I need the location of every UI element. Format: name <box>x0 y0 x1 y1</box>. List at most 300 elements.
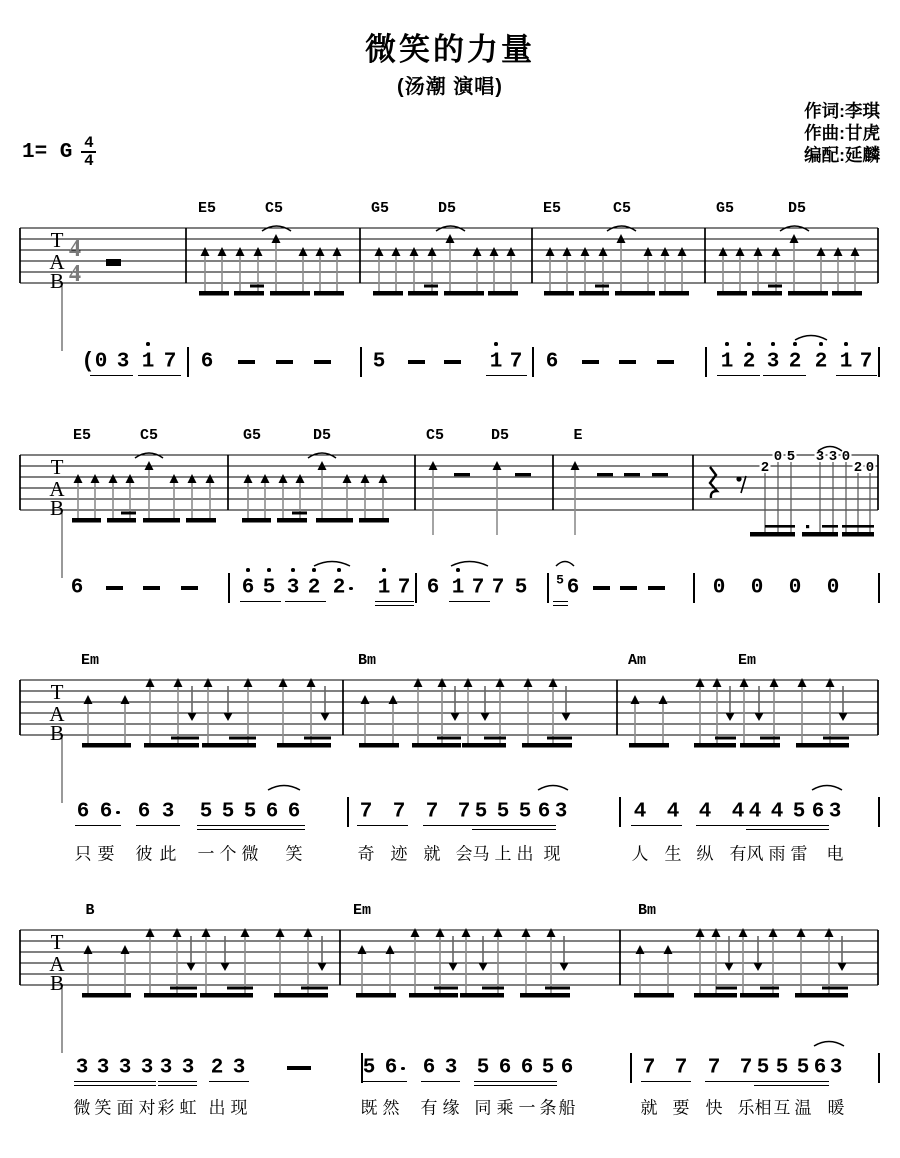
beam <box>752 291 782 296</box>
strum-arrow-up-head <box>851 247 860 256</box>
strum-arrow-up-head <box>547 928 556 937</box>
lyric-char: 出 <box>516 844 534 864</box>
beam <box>629 743 669 748</box>
note-underline <box>209 1081 249 1083</box>
strum-arrow-up-head <box>261 474 270 483</box>
strum-arrow-up-head <box>358 945 367 954</box>
melody-note: 5 <box>199 800 213 824</box>
strum-arrow-up-head <box>296 474 305 483</box>
lyric-char: 生 <box>664 844 682 864</box>
beam-double <box>768 285 782 288</box>
melody-note: 7 <box>163 350 177 374</box>
melody-note: 3 <box>181 1056 195 1080</box>
lyric-char: 条 <box>539 1098 557 1118</box>
strum-arrow-up-head <box>109 474 118 483</box>
melody-note: 7 <box>674 1056 688 1080</box>
note-underline <box>486 375 527 377</box>
strum-arrow-up-head <box>826 678 835 687</box>
melody-note: 5 <box>792 800 806 824</box>
melody-barline <box>619 797 621 827</box>
lyric-char: 暖 <box>827 1098 845 1118</box>
beam <box>462 743 506 748</box>
melody-note: 6 <box>566 576 580 600</box>
melody-barline <box>878 797 880 827</box>
melody-note: 7 <box>707 1056 721 1080</box>
beam <box>802 532 838 537</box>
strum-arrow-up-head <box>736 247 745 256</box>
beam <box>412 743 461 748</box>
beam <box>717 291 747 296</box>
melody-dash <box>619 360 636 363</box>
melody-note: 5 <box>476 1056 490 1080</box>
beam <box>144 993 197 998</box>
beam-double <box>545 987 570 990</box>
strum-arrow-up-head <box>546 247 555 256</box>
eighth-rest-icon <box>741 476 746 493</box>
melody-note: 6 <box>99 800 113 824</box>
strum-arrow-up-head <box>581 247 590 256</box>
strum-arrow-down-head <box>839 713 848 721</box>
strum-arrow-down-head <box>449 963 458 971</box>
strum-arrow-up-head <box>241 928 250 937</box>
fret-number: 0 <box>841 449 851 465</box>
melody-note: 1 <box>720 350 734 374</box>
strum-arrow-up-head <box>636 945 645 954</box>
strum-arrow-up-head <box>304 928 313 937</box>
strum-arrow-up-head <box>664 945 673 954</box>
hold-dash <box>515 473 531 476</box>
strum-arrow-up-head <box>797 928 806 937</box>
lyric-char: 会 <box>455 844 473 864</box>
lyric-char: 迹 <box>390 844 408 864</box>
melody-dash <box>276 360 293 363</box>
beam <box>274 993 328 998</box>
tab-letter: B <box>49 971 65 995</box>
beam-double <box>716 987 737 990</box>
melody-tie-arc <box>795 336 827 341</box>
melody-dash <box>314 360 331 363</box>
beam-double <box>250 285 264 288</box>
note-underline <box>74 1085 156 1087</box>
melody-note: 7 <box>642 1056 656 1080</box>
melody-note: 6 <box>811 800 825 824</box>
beam-double <box>292 512 307 515</box>
octave-dot <box>819 342 823 346</box>
strum-arrow-up-head <box>379 474 388 483</box>
hold-dash <box>454 473 470 476</box>
lyric-char: 快 <box>705 1098 723 1118</box>
melody-note: 5 <box>496 800 510 824</box>
lyric-char: 温 <box>794 1098 812 1118</box>
melody-tie-arc <box>812 786 842 791</box>
melody-barline <box>228 573 230 603</box>
open-paren: ( <box>81 349 95 374</box>
melody-note: 3 <box>159 1056 173 1080</box>
beam <box>659 291 689 296</box>
strum-arrow-up-head <box>173 928 182 937</box>
strum-arrow-up-head <box>146 678 155 687</box>
beam-double <box>715 737 736 740</box>
chord-label: E5 <box>72 427 92 444</box>
octave-dot <box>337 568 341 572</box>
melody-note: 3 <box>96 1056 110 1080</box>
strum-arrow-up-head <box>825 928 834 937</box>
tab-letter: B <box>49 721 65 745</box>
strum-arrow-up-head <box>201 247 210 256</box>
melody-tie-arc <box>451 562 488 567</box>
melody-note: 5 <box>221 800 235 824</box>
strum-arrow-up-head <box>244 474 253 483</box>
beam <box>277 518 307 523</box>
lyric-char: 笑 <box>285 844 303 864</box>
melody-barline <box>630 1053 632 1083</box>
beam-double <box>301 987 328 990</box>
melody-barline <box>547 573 549 603</box>
note-underline <box>357 825 408 827</box>
beam <box>444 291 484 296</box>
tab-letter: A <box>49 477 65 501</box>
melody-dash <box>143 586 160 589</box>
strum-arrow-up-head <box>524 678 533 687</box>
melody-note: 6 <box>560 1056 574 1080</box>
strum-arrow-up-head <box>84 695 93 704</box>
beam <box>359 743 399 748</box>
beam-double <box>304 737 331 740</box>
note-underline <box>474 1085 557 1087</box>
beam-double <box>170 987 197 990</box>
note-underline <box>158 1085 197 1087</box>
strum-arrow-up-head <box>126 474 135 483</box>
strum-arrow-up-head <box>740 678 749 687</box>
fret-number: 5 <box>786 449 796 465</box>
melody-barline <box>878 573 880 603</box>
strum-arrow-up-head <box>254 247 263 256</box>
melody-note: 5 <box>243 800 257 824</box>
beam <box>199 291 229 296</box>
melody-barline <box>878 347 880 377</box>
melody-note: 0 <box>788 576 802 600</box>
strum-arrow-down-head <box>318 963 327 971</box>
melody-note: 2 <box>332 576 346 600</box>
lyric-char: 乐 <box>737 1098 755 1118</box>
strum-arrow-up-head <box>392 247 401 256</box>
melody-note: 7 <box>471 576 485 600</box>
melody-note: 6 <box>384 1056 398 1080</box>
lyric-char: 对 <box>138 1098 156 1118</box>
beam <box>740 993 779 998</box>
lyric-char: 互 <box>773 1098 791 1118</box>
strum-arrow-up-head <box>386 945 395 954</box>
strum-arrow-up-head <box>754 247 763 256</box>
lyric-char: 一 <box>518 1098 536 1118</box>
chord-label: Em <box>80 652 100 669</box>
strum-arrow-down-head <box>726 713 735 721</box>
beam <box>234 291 264 296</box>
beam <box>544 291 574 296</box>
beam <box>409 993 458 998</box>
strum-arrow-up-head <box>678 247 687 256</box>
strum-arrow-up-head <box>644 247 653 256</box>
octave-dot <box>312 568 316 572</box>
melody-note: 7 <box>457 800 471 824</box>
lyric-char: 彼 <box>135 844 153 864</box>
strum-arrow-down-head <box>725 963 734 971</box>
beam <box>488 291 518 296</box>
note-underline <box>553 601 568 603</box>
tab-letter: A <box>49 702 65 726</box>
strum-arrow-up-head <box>389 695 398 704</box>
octave-dot <box>267 568 271 572</box>
beam <box>750 532 795 537</box>
melody-note: 0 <box>712 576 726 600</box>
strum-arrow-down-head <box>755 713 764 721</box>
melody-note: 7 <box>509 350 523 374</box>
melody-dash <box>657 360 674 363</box>
note-underline <box>754 1081 829 1083</box>
eighth-rest-icon <box>736 476 741 481</box>
note-underline <box>472 825 556 827</box>
melody-note: 7 <box>739 1056 753 1080</box>
note-underline <box>375 601 414 603</box>
octave-dot <box>747 342 751 346</box>
note-underline <box>138 375 181 377</box>
strum-arrow-up-head <box>91 474 100 483</box>
note-underline <box>746 825 829 827</box>
melody-tie-arc <box>538 786 568 791</box>
melody-note: 6 <box>200 350 214 374</box>
melody-note: 6 <box>813 1056 827 1080</box>
strum-arrow-down-head <box>562 713 571 721</box>
strum-arrow-up-head <box>464 678 473 687</box>
time-signature-bottom: 4 <box>84 152 94 170</box>
note-underline <box>421 1081 460 1083</box>
strum-arrow-up-head <box>770 678 779 687</box>
lyric-char: 风 <box>746 844 764 864</box>
strum-arrow-up-head <box>174 678 183 687</box>
melody-note: 3 <box>161 800 175 824</box>
beam <box>579 291 609 296</box>
beam <box>270 291 310 296</box>
strum-arrow-up-head <box>146 928 155 937</box>
melody-note: 3 <box>75 1056 89 1080</box>
melody-note: 1 <box>377 576 391 600</box>
lyric-char: 笑 <box>94 1098 112 1118</box>
beam <box>143 518 180 523</box>
chord-label: Bm <box>357 652 377 669</box>
melody-note: 2 <box>307 576 321 600</box>
melody-note: 7 <box>425 800 439 824</box>
strum-arrow-down-head <box>838 963 847 971</box>
melody-note: 3 <box>766 350 780 374</box>
duration-dot <box>401 1067 405 1071</box>
melody-barline <box>693 573 695 603</box>
melody-dash <box>593 586 610 589</box>
lyric-char: 微 <box>241 844 259 864</box>
melody-note: 1 <box>141 350 155 374</box>
octave-dot <box>291 568 295 572</box>
beam-double <box>121 512 136 515</box>
strum-arrow-up-head <box>411 928 420 937</box>
note-underline <box>158 1081 197 1083</box>
strum-arrow-up-head <box>631 695 640 704</box>
lyric-char: 此 <box>159 844 177 864</box>
strum-arrow-up-head <box>375 247 384 256</box>
strum-arrow-up-head <box>696 678 705 687</box>
strum-arrow-down-head <box>224 713 233 721</box>
strum-arrow-down-head <box>451 713 460 721</box>
beam-double <box>822 525 838 528</box>
tab-letter: A <box>49 952 65 976</box>
strum-arrow-down-head <box>754 963 763 971</box>
beam-double <box>482 987 504 990</box>
fret-number: 0 <box>865 460 875 476</box>
beam <box>460 993 504 998</box>
melody-note: 5 <box>362 1056 376 1080</box>
melody-note: 0 <box>750 576 764 600</box>
lyric-char: 缘 <box>442 1098 460 1118</box>
note-underline <box>90 375 133 377</box>
lyric-char: 上 <box>494 844 512 864</box>
chord-label: D5 <box>312 427 332 444</box>
melody-barline <box>415 573 417 603</box>
strum-arrow-up-head <box>659 695 668 704</box>
melody-note: 4 <box>633 800 647 824</box>
note-underline <box>746 829 829 831</box>
lyric-char: 只 <box>74 844 92 864</box>
strum-arrow-up-head <box>436 928 445 937</box>
beam-double <box>424 285 438 288</box>
strum-arrow-up-head <box>299 247 308 256</box>
note-underline <box>423 825 473 827</box>
note-underline <box>197 825 305 827</box>
beam <box>82 743 131 748</box>
chord-label: G5 <box>370 200 390 217</box>
beam-double <box>765 525 795 528</box>
melody-barline <box>187 347 189 377</box>
strum-arrow-up-head <box>279 678 288 687</box>
strum-arrow-up-head <box>473 247 482 256</box>
melody-dash <box>181 586 198 589</box>
note-underline <box>74 1081 156 1083</box>
hold-dash <box>624 473 640 476</box>
chord-label: Em <box>737 652 757 669</box>
melody-note: 3 <box>118 1056 132 1080</box>
strum-arrow-up-head <box>798 678 807 687</box>
strum-arrow-down-head <box>479 963 488 971</box>
octave-dot <box>456 568 460 572</box>
quarter-rest-icon <box>710 467 717 498</box>
lyric-char: 雷 <box>790 844 808 864</box>
melody-note: 2 <box>742 350 756 374</box>
melody-dash <box>408 360 425 363</box>
beam-double <box>437 737 461 740</box>
beam-double <box>171 737 199 740</box>
chord-label: C5 <box>425 427 445 444</box>
beam <box>694 993 737 998</box>
lyric-char: 人 <box>631 844 649 864</box>
strum-arrow-up-head <box>188 474 197 483</box>
melody-tie-arc <box>556 562 574 567</box>
beam <box>82 993 131 998</box>
strum-arrow-up-head <box>202 928 211 937</box>
strum-arrow-up-head <box>769 928 778 937</box>
melody-note: 1 <box>839 350 853 374</box>
melody-note: 5 <box>518 800 532 824</box>
beam <box>356 993 396 998</box>
grace-note: 5 <box>556 572 564 588</box>
beam <box>359 518 389 523</box>
song-title: 微笑的力量 <box>365 32 535 67</box>
lyric-char: 同 <box>474 1098 492 1118</box>
fret-number: 3 <box>815 449 825 465</box>
lyric-char: 现 <box>230 1098 248 1118</box>
lyric-char: 就 <box>423 844 441 864</box>
note-underline <box>240 601 281 603</box>
strum-arrow-up-head <box>316 247 325 256</box>
lyric-char: 要 <box>672 1098 690 1118</box>
strum-arrow-up-head <box>496 678 505 687</box>
lyric-char: 有 <box>420 1098 438 1118</box>
melody-barline <box>532 347 534 377</box>
melody-note: 6 <box>422 1056 436 1080</box>
beam <box>520 993 570 998</box>
strum-arrow-up-head <box>333 247 342 256</box>
chord-label: B <box>85 902 95 919</box>
lyric-char: 现 <box>543 844 561 864</box>
octave-dot <box>382 568 386 572</box>
chord-label: G5 <box>715 200 735 217</box>
lyric-char: 彩 <box>157 1098 175 1118</box>
melody-note: 7 <box>392 800 406 824</box>
melody-note: 7 <box>491 576 505 600</box>
chord-label: D5 <box>490 427 510 444</box>
melody-note: 4 <box>748 800 762 824</box>
melody-barline <box>705 347 707 377</box>
strum-arrow-down-head <box>481 713 490 721</box>
beam-double <box>595 285 609 288</box>
tab-letter: T <box>50 930 64 954</box>
octave-dot <box>793 342 797 346</box>
melody-note: 3 <box>140 1056 154 1080</box>
note-underline <box>553 605 568 607</box>
melody-note: 2 <box>814 350 828 374</box>
melody-note: 5 <box>775 1056 789 1080</box>
strum-arrow-up-head <box>834 247 843 256</box>
melody-tie-arc <box>268 786 300 791</box>
song-subtitle: (汤潮 演唱) <box>397 76 503 98</box>
melody-note: 3 <box>828 800 842 824</box>
hold-dash <box>597 473 613 476</box>
beam-double <box>484 737 506 740</box>
strum-arrow-down-head <box>560 963 569 971</box>
strum-arrow-up-head <box>236 247 245 256</box>
strum-arrow-up-head <box>712 928 721 937</box>
lyric-char: 一 <box>197 844 215 864</box>
note-underline <box>696 825 747 827</box>
melody-note: 3 <box>829 1056 843 1080</box>
melody-note: 5 <box>262 576 276 600</box>
melody-note: 6 <box>70 576 84 600</box>
beam <box>107 518 136 523</box>
tab-letter: B <box>49 269 65 293</box>
beam-double <box>822 987 848 990</box>
key-label: 1= G <box>22 140 73 164</box>
strum-arrow-up-head <box>719 247 728 256</box>
chord-label: C5 <box>612 200 632 217</box>
duration-dot <box>349 587 353 591</box>
octave-dot <box>771 342 775 346</box>
melody-note: 4 <box>666 800 680 824</box>
